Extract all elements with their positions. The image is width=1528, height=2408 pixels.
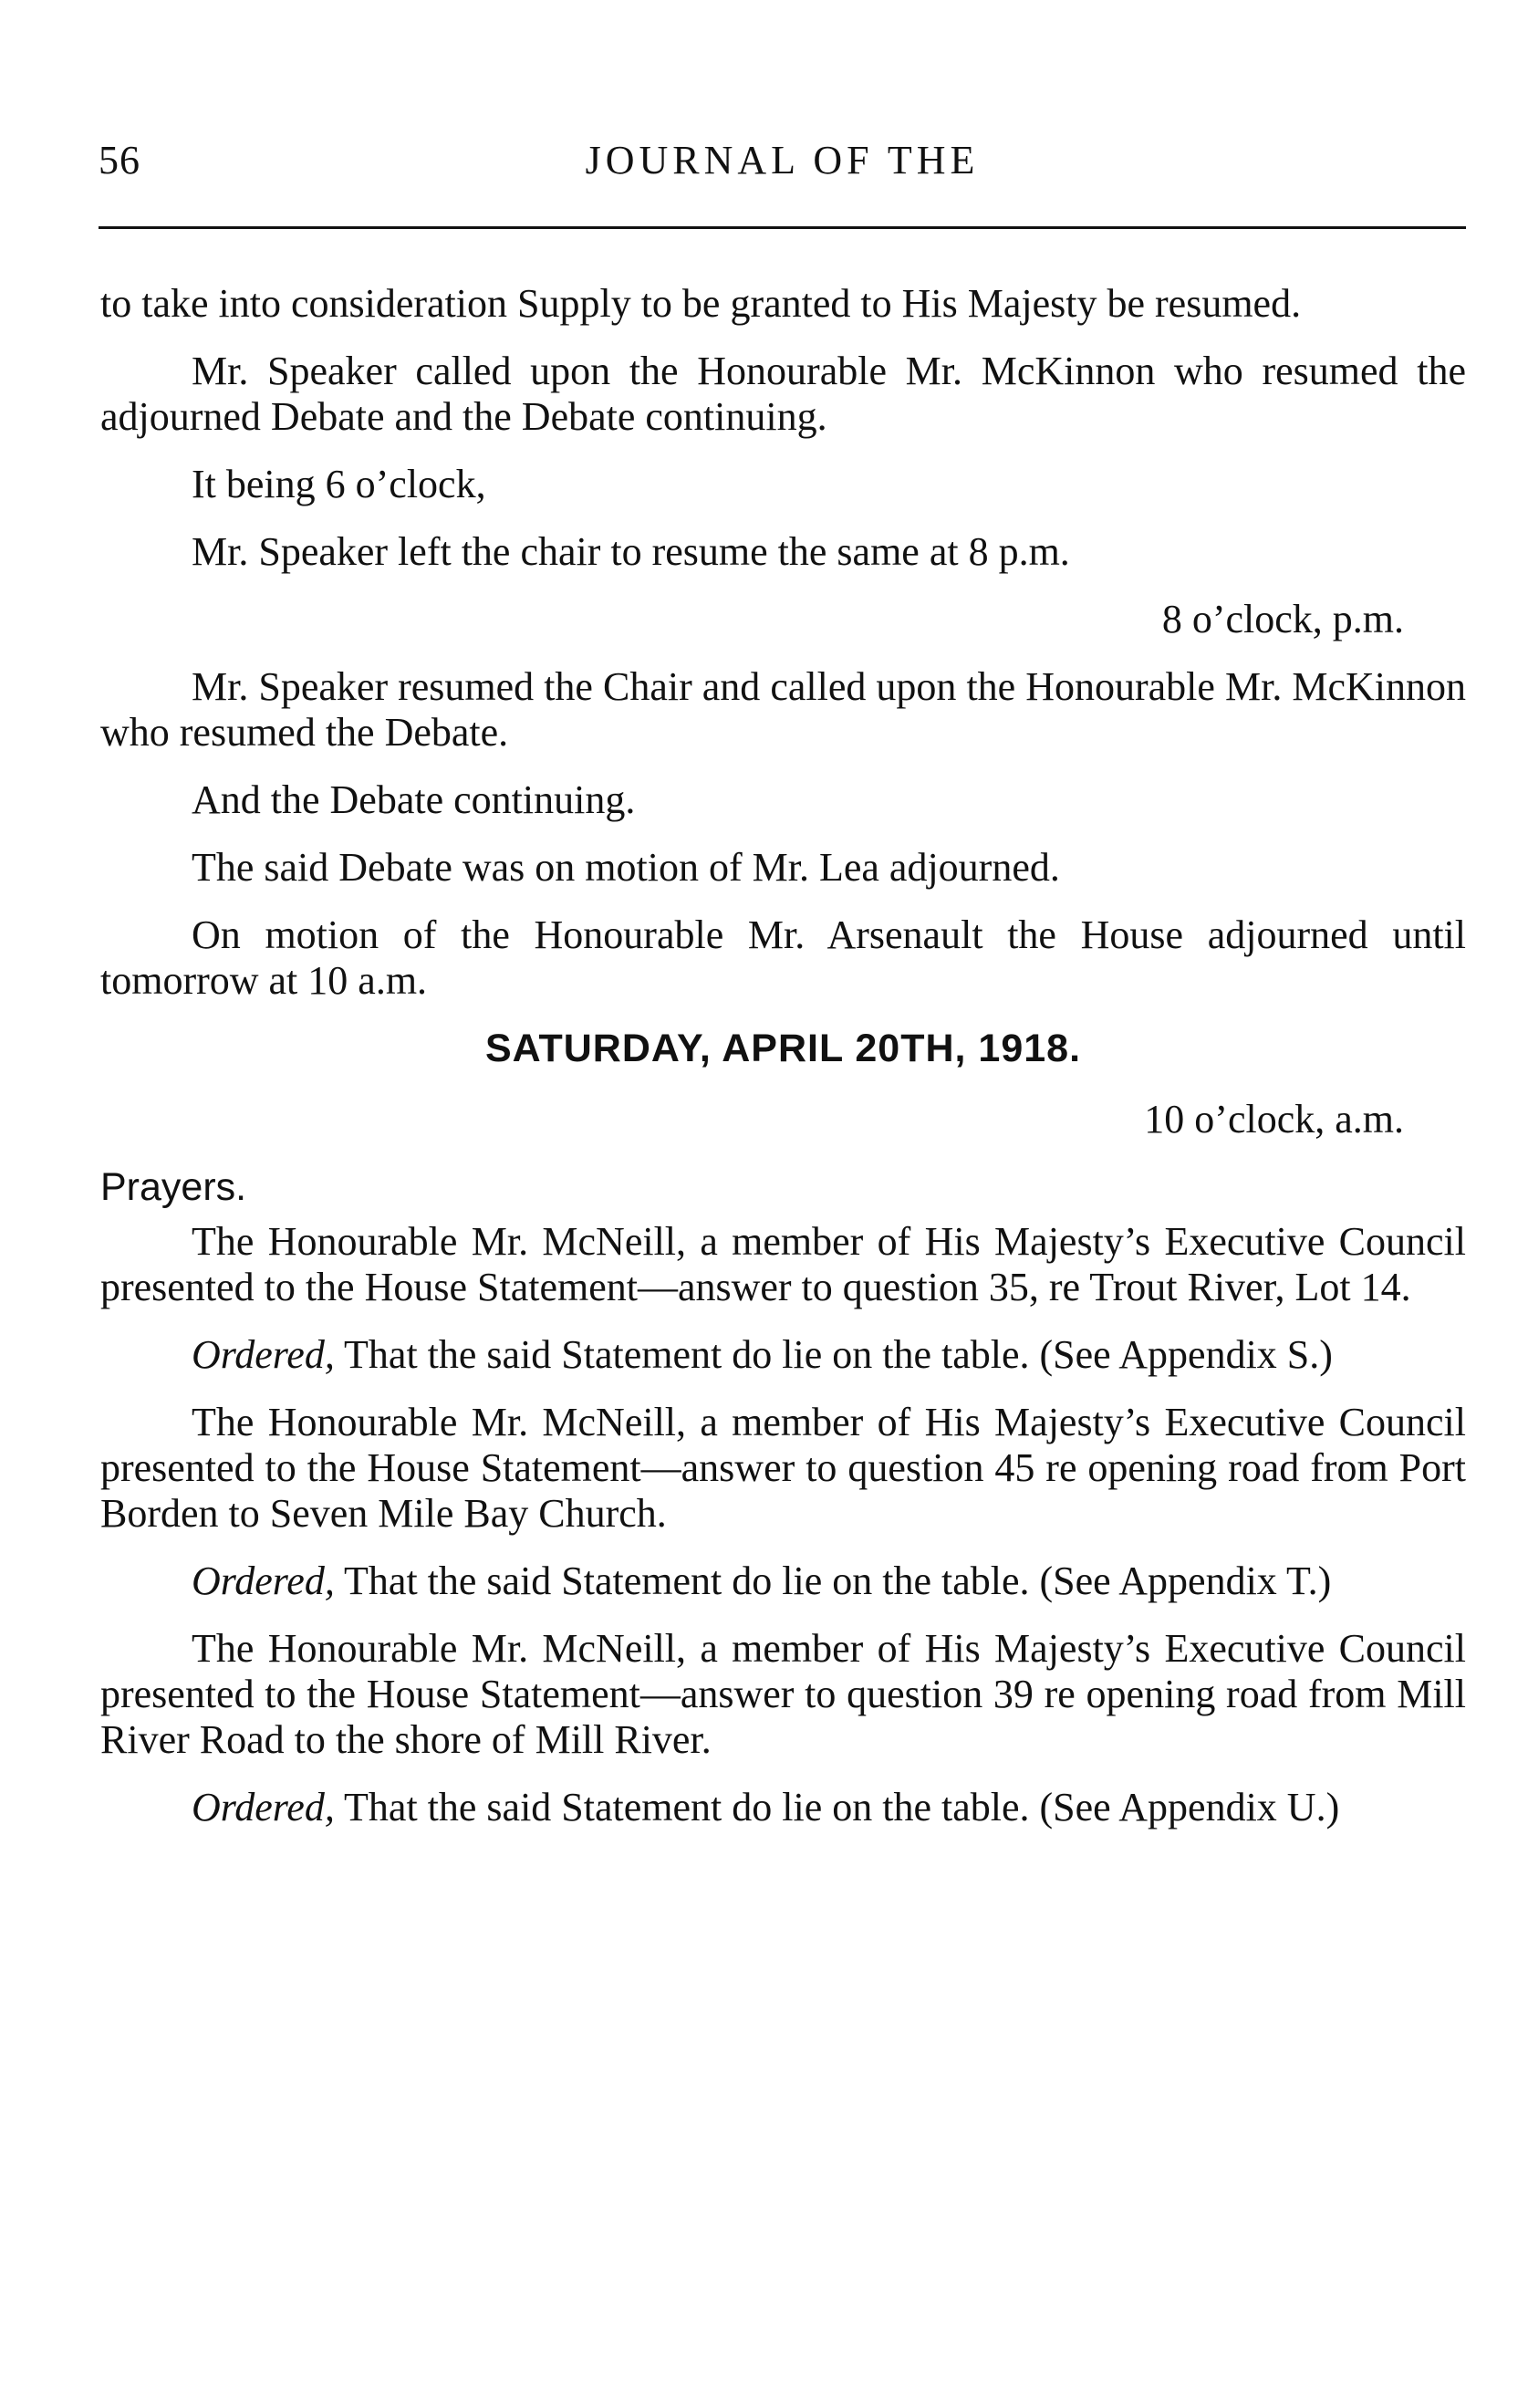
header-rule	[99, 226, 1466, 229]
paragraph-continuation: to take into consideration Supply to be granted to His Majesty be resumed.	[100, 281, 1302, 326]
paragraph-resumed-chair: Mr. Speaker resumed the Chair and called upon the Honourable Mr. McKinnon who resumed the Debate.	[100, 664, 1466, 755]
ordered-text: That the said Statement do lie on the table. (See Appendix S.)	[344, 1332, 1333, 1377]
running-head: JOURNAL OF THE	[585, 138, 980, 182]
paragraph-ordered-s	[100, 1332, 1466, 1378]
paragraph-left-chair: Mr. Speaker left the chair to resume the same at 8 p.m.	[192, 529, 1070, 574]
paragraph-debate-adjourned: The said Debate was on motion of Mr. Lea adjourned.	[192, 845, 1060, 890]
paragraph-six-oclock: It being 6 o’clock,	[192, 462, 486, 506]
journal-body	[100, 281, 1466, 1852]
paragraph-debate-continuing: And the Debate continuing.	[192, 777, 636, 822]
ordered-text: That the said Statement do lie on the table. (See Appendix U.)	[344, 1785, 1340, 1829]
ordered-text: That the said Statement do lie on the table. (See Appendix T.)	[344, 1558, 1332, 1603]
page-number: 56	[99, 138, 140, 182]
paragraph-statement-39: The Honourable Mr. McNeill, a member of His Majesty’s Executive Council presented to the House Statement—answer to question 39 re opening road from Mill River Road to the shore of Mill River.	[100, 1626, 1466, 1762]
ordered-word: Ordered,	[192, 1332, 335, 1377]
time-eight-pm: 8 o’clock, p.m.	[1161, 597, 1404, 641]
day-heading: SATURDAY, APRIL 20TH, 1918.	[484, 1027, 1082, 1070]
paragraph-ordered-t	[100, 1558, 1466, 1604]
ordered-word: Ordered,	[192, 1785, 335, 1829]
paragraph-house-adjourned: On motion of the Honourable Mr. Arsenault the House adjourned until tomorrow at 10 a.m.	[100, 912, 1466, 1003]
time-ten-am: 10 o’clock, a.m.	[1144, 1097, 1404, 1141]
ordered-word: Ordered,	[192, 1558, 335, 1603]
page-header	[99, 137, 1466, 201]
paragraph-speaker-called: Mr. Speaker called upon the Honourable Mr. McKinnon who resumed the adjourned Debate and the Debate continuing.	[100, 349, 1466, 439]
paragraph-statement-45: The Honourable Mr. McNeill, a member of His Majesty’s Executive Council presented to the House Statement—answer to question 45 re opening road from Port Borden to Seven Mile Bay Church.	[100, 1400, 1466, 1536]
paragraph-ordered-u	[100, 1785, 1466, 1830]
paragraph-statement-35: The Honourable Mr. McNeill, a member of His Majesty’s Executive Council presented to the House Statement—answer to question 35, re Trout River, Lot 14.	[100, 1219, 1466, 1309]
prayers-heading: Prayers.	[100, 1165, 247, 1209]
